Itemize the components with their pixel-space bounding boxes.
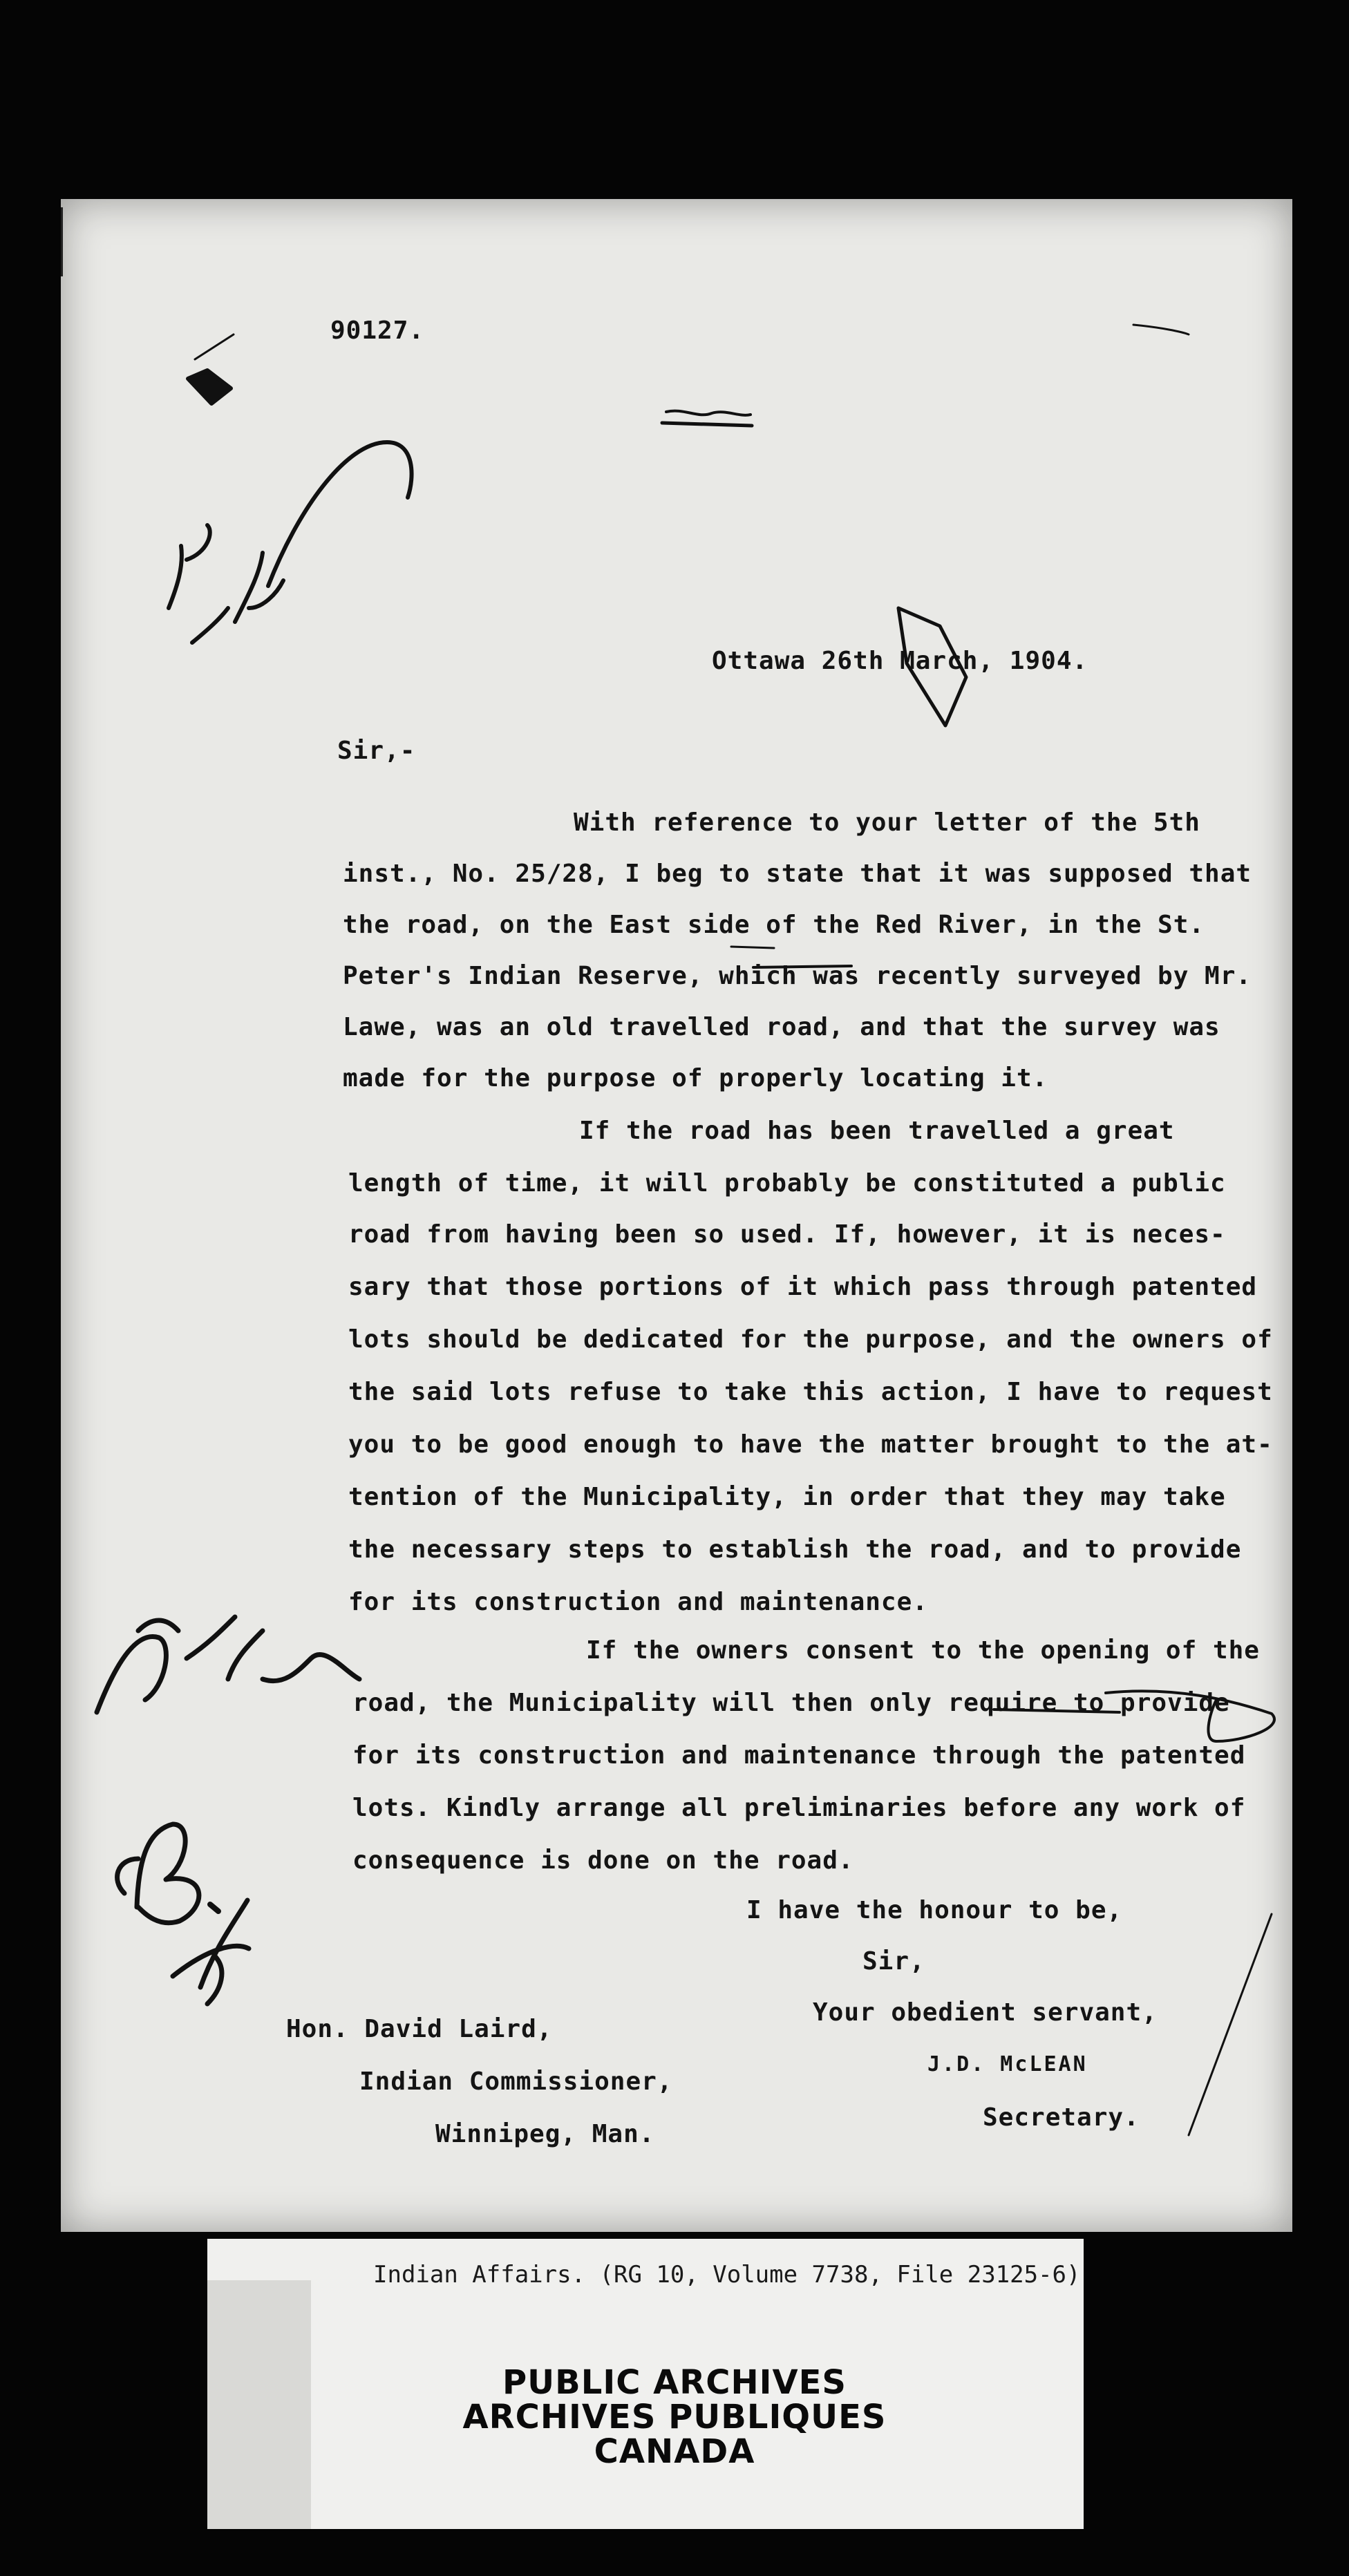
body-line: the road, on the East side of the Red River, in the St.	[343, 911, 1205, 939]
ink-blot	[188, 370, 231, 404]
body-line: the necessary steps to establish the road, and to provide	[348, 1535, 1242, 1564]
closing-line: Sir,	[862, 1947, 925, 1976]
archive-reference: Indian Affairs. (RG 10, Volume 7738, File 23125-6)	[373, 2261, 1081, 2289]
body-line: for its construction and maintenance through the patented	[352, 1741, 1246, 1770]
place-date: Ottawa 26th March, 1904.	[712, 647, 1088, 675]
body-line: length of time, it will probably be constituted a public	[348, 1169, 1226, 1197]
body-line: Peter's Indian Reserve, which was recently surveyed by Mr.	[343, 962, 1252, 990]
body-line: If the owners consent to the opening of the	[586, 1636, 1260, 1665]
body-line: lots. Kindly arrange all preliminaries before any work of	[352, 1794, 1246, 1822]
body-line: With reference to your letter of the 5th	[574, 808, 1200, 837]
body-line: sary that those portions of it which pass through patented	[348, 1273, 1258, 1301]
archives-line-1: PUBLIC ARCHIVES	[502, 2363, 847, 2402]
body-line: If the road has been travelled a great	[579, 1117, 1175, 1145]
file-number: 90127.	[330, 316, 425, 345]
handwritten-curve	[268, 442, 412, 586]
body-line: lots should be dedicated for the purpose, and the owners of	[348, 1325, 1273, 1354]
closing-line: I have the honour to be,	[746, 1896, 1123, 1924]
addressee-line: Indian Commissioner,	[359, 2067, 673, 2096]
signatory-title: Secretary.	[983, 2103, 1140, 2132]
body-line: Lawe, was an old travelled road, and that the survey was	[343, 1013, 1220, 1041]
body-line: made for the purpose of properly locating it.	[343, 1064, 1048, 1092]
salutation: Sir,-	[337, 737, 416, 765]
body-line: you to be good enough to have the matter brought to the at-	[348, 1430, 1273, 1459]
closing-line: Your obedient servant,	[813, 1998, 1158, 2027]
body-line: consequence is done on the road.	[352, 1846, 854, 1875]
body-line: the said lots refuse to take this action, I have to request	[348, 1378, 1273, 1406]
archives-line-3: CANADA	[594, 2432, 755, 2471]
body-line: for its construction and maintenance.	[348, 1588, 928, 1616]
body-line: road, the Municipality will then only require to provide	[352, 1689, 1230, 1717]
body-line: tention of the Municipality, in order that they may take	[348, 1483, 1226, 1511]
archives-line-2: ARCHIVES PUBLIQUES	[462, 2398, 887, 2436]
signature-stamp: J.D. McLEAN	[927, 2052, 1088, 2076]
addressee-line: Winnipeg, Man.	[435, 2120, 655, 2148]
addressee-line: Hon. David Laird,	[286, 2015, 553, 2043]
body-line: road from having been so used. If, however, it is neces-	[348, 1220, 1226, 1249]
body-line: inst., No. 25/28, I beg to state that it was supposed that	[343, 860, 1252, 888]
